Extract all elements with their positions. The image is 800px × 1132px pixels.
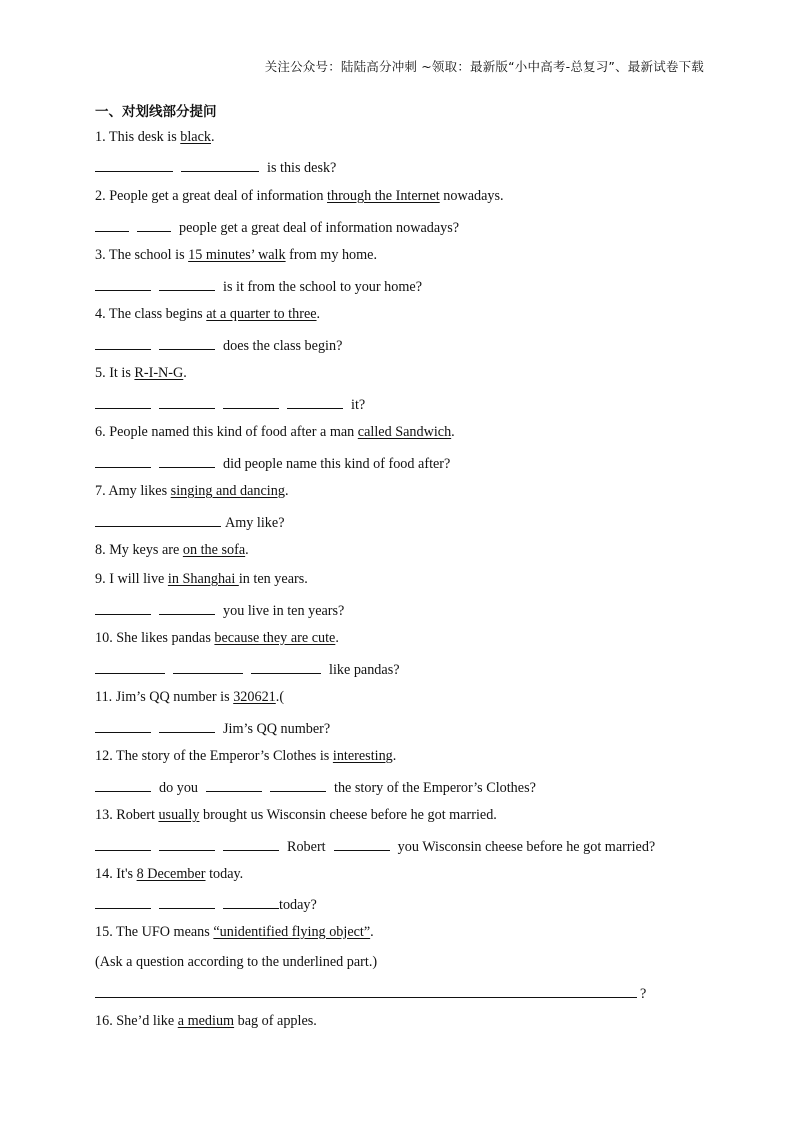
section-title: 一、对划线部分提问 [95,104,217,120]
blank[interactable] [173,659,243,674]
blank[interactable] [159,335,215,350]
blank[interactable] [95,217,129,232]
question-5: 5. It is R-I-N-G. [95,365,187,381]
blank[interactable] [95,600,151,615]
question-13: 13. Robert usually brought us Wisconsin cheese before he got married. [95,807,497,823]
question-11: 11. Jim’s QQ number is 320621.( [95,689,285,705]
question-15: 15. The UFO means “unidentified flying object”. [95,924,374,940]
blank[interactable] [95,453,151,468]
question-9: 9. I will live in Shanghai in ten years. [95,571,308,587]
answer-line-11: Jim’s QQ number? [95,718,330,738]
question-1: 1. This desk is black. [95,129,215,145]
blank[interactable] [270,777,326,792]
question-16: 16. She’d like a medium bag of apples. [95,1013,317,1029]
question-6: 6. People named this kind of food after a man called Sandwich. [95,424,455,440]
page-header-note: 关注公众号：陆陆高分冲刺 ~领取：最新版“小中高考-总复习”、最新试卷下载 [264,59,704,74]
question-4: 4. The class begins at a quarter to three. [95,306,321,322]
blank[interactable] [251,659,321,674]
answer-line-15: ? [95,983,646,1003]
question-15-instruction: (Ask a question according to the underlined part.) [95,954,378,970]
blank[interactable] [287,394,343,409]
question-8: 8. My keys are on the sofa. [95,542,249,558]
question-2: 2. People get a great deal of information through the Internet nowadays. [95,188,504,204]
blank[interactable] [206,777,262,792]
blank[interactable] [137,217,171,232]
blank[interactable] [95,157,173,172]
blank[interactable] [95,777,151,792]
blank[interactable] [181,157,259,172]
blank[interactable] [95,894,151,909]
question-10: 10. She likes pandas because they are cute. [95,630,339,646]
blank[interactable] [95,335,151,350]
blank[interactable] [95,983,637,998]
answer-line-14: today? [95,894,317,914]
answer-line-3: is it from the school to your home? [95,276,422,296]
blank[interactable] [95,836,151,851]
blank[interactable] [223,394,279,409]
answer-line-4: does the class begin? [95,335,342,355]
answer-line-10: like pandas? [95,659,400,679]
question-3: 3. The school is 15 minutes’ walk from my home. [95,247,378,263]
answer-line-9: you live in ten years? [95,600,344,620]
blank[interactable] [159,394,215,409]
blank[interactable] [95,512,221,527]
answer-line-2: people get a great deal of information nowadays? [95,217,459,237]
blank[interactable] [159,276,215,291]
question-12: 12. The story of the Emperor’s Clothes is interesting. [95,748,397,764]
answer-line-1: is this desk? [95,157,336,177]
question-14: 14. It's 8 December today. [95,866,244,882]
answer-line-12: do you the story of the Emperor’s Clothes? [95,777,536,797]
blank[interactable] [159,894,215,909]
blank[interactable] [95,659,165,674]
blank[interactable] [95,394,151,409]
answer-line-6: did people name this kind of food after? [95,453,450,473]
blank[interactable] [95,276,151,291]
answer-line-7: Amy like? [95,512,285,532]
blank[interactable] [223,894,279,909]
blank[interactable] [159,453,215,468]
blank[interactable] [95,718,151,733]
blank[interactable] [223,836,279,851]
blank[interactable] [159,718,215,733]
blank[interactable] [159,836,215,851]
answer-line-13: Robert you Wisconsin cheese before he got married? [95,836,655,856]
answer-line-5: it? [95,394,365,414]
blank[interactable] [159,600,215,615]
blank[interactable] [334,836,390,851]
question-7: 7. Amy likes singing and dancing. [95,483,289,499]
